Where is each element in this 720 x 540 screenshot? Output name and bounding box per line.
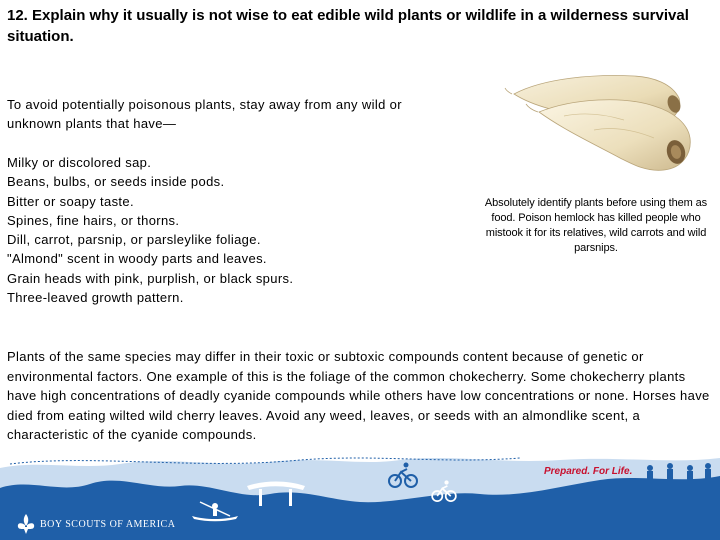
list-item: "Almond" scent in woody parts and leaves.: [7, 251, 267, 267]
list-item: Spines, fine hairs, or thorns.: [7, 212, 180, 228]
cyclist-icon: [388, 462, 418, 488]
list-item: Grain heads with pink, purplish, or black spurs.: [7, 270, 294, 286]
organization-name: BOY SCOUTS OF AMERICA: [40, 519, 176, 530]
list-item: Beans, bulbs, or seeds inside pods.: [7, 174, 225, 190]
image-caption: Absolutely identify plants before using them as food. Poison hemlock has killed people who mistook it for its relatives, wild carrots and wild parsnips.: [484, 197, 708, 254]
tagline: Prepared. For Life.: [544, 466, 633, 477]
list-item: Bitter or soapy taste.: [7, 193, 134, 209]
canoe-icon: [245, 478, 307, 508]
fleur-de-lis-icon: [16, 513, 36, 535]
list-item: Dill, carrot, parsnip, or parsleylike foliage.: [7, 232, 261, 248]
slide-title: 12. Explain why it usually is not wise to eat edible wild plants or wildlife in a wilderness survival situation.: [7, 7, 689, 45]
body-paragraph: Plants of the same species may differ in their toxic or subtoxic compounds content because of genetic or environmental factors. One example of this is the foliage of the common chokecherry. Some chokecherry plants have high concentrations of deadly cyanide compounds while others have low concentrations or none. Horses have died from eating wilted wild cherry leaves. Avoid any weed, leaves, or seeds with an almondlike scent, a characteristic of the cyanide compounds.: [7, 349, 710, 443]
kayaker-icon: [190, 498, 240, 522]
hiker-icon: [640, 462, 720, 502]
cyclist-icon: [430, 480, 458, 502]
list-item: Milky or discolored sap.: [7, 155, 152, 170]
list-item: Three-leaved growth pattern.: [7, 290, 184, 306]
intro-text: To avoid potentially poisonous plants, stay away from any wild or unknown plants that have—: [7, 97, 402, 131]
parsnip-image: [504, 72, 694, 184]
poisonous-plant-criteria-list: [7, 153, 347, 307]
